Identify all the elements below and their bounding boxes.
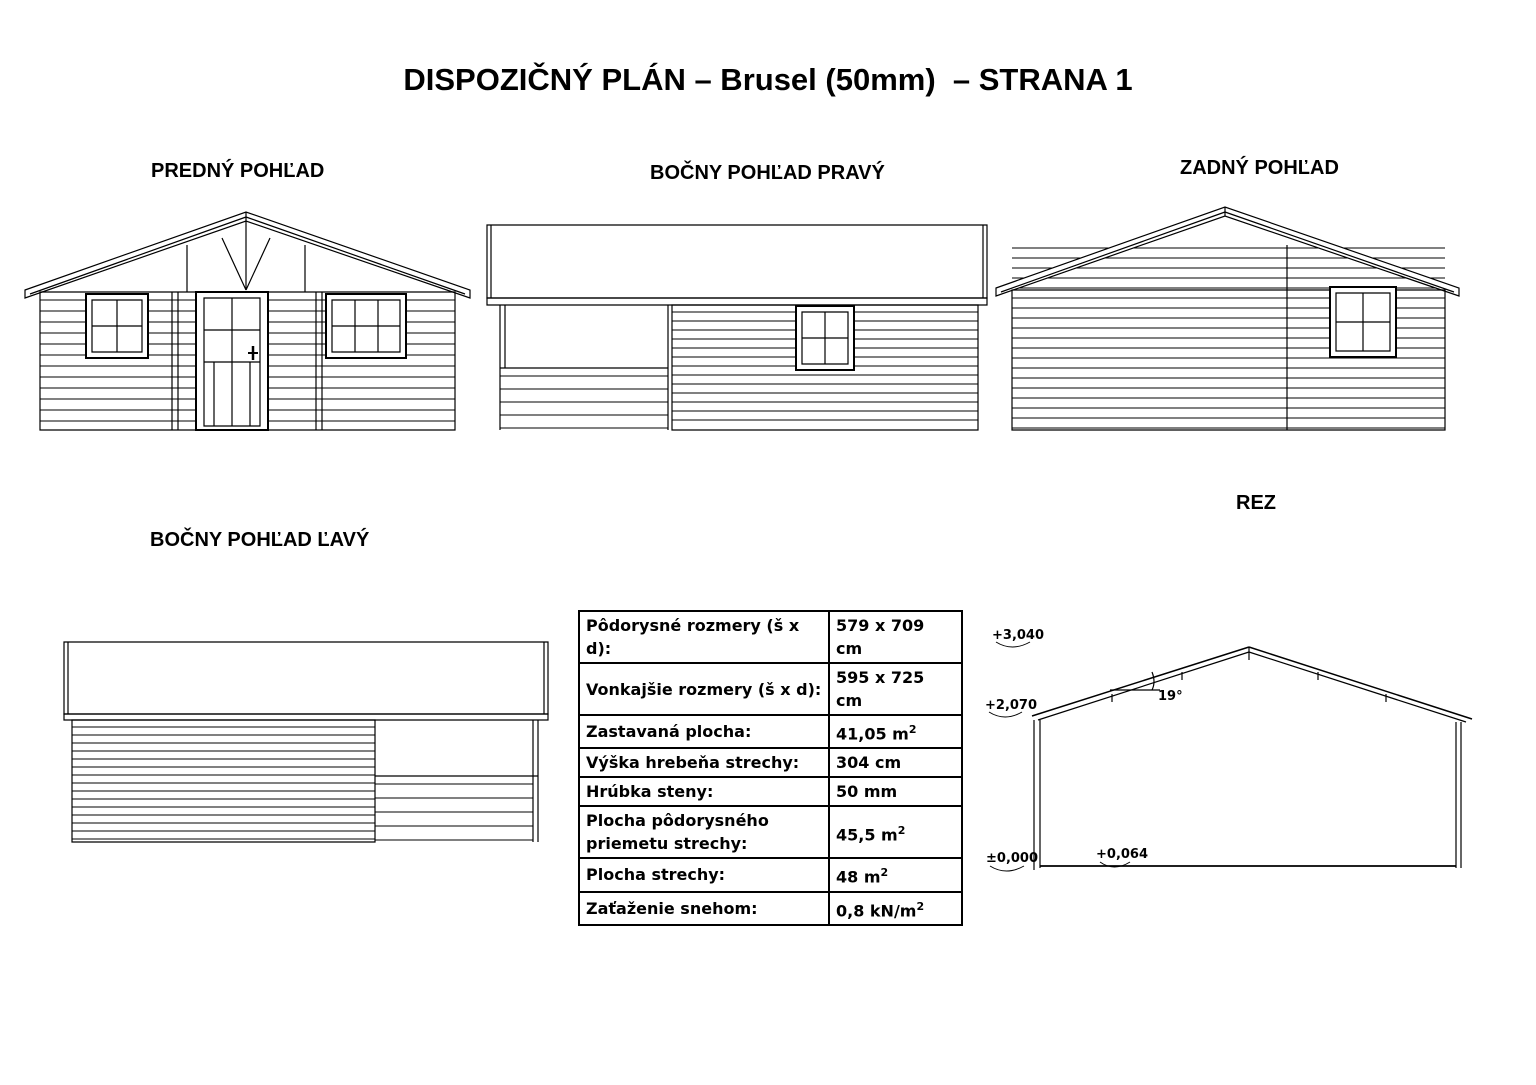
right-side-elevation bbox=[487, 225, 987, 430]
right-side-view-label: BOČNY POHĽAD PRAVÝ bbox=[650, 162, 885, 184]
spec-value: 45,5 $m^2$ bbox=[829, 806, 962, 858]
section-level-markers bbox=[985, 628, 1183, 871]
spec-row bbox=[579, 748, 962, 777]
spec-label: Plocha pôdorysného priemetu strechy: bbox=[579, 806, 829, 858]
right-side-window bbox=[796, 306, 854, 370]
level-ground-label: ±0,000 bbox=[986, 851, 1039, 866]
front-view-label: PREDNÝ POHĽAD bbox=[151, 160, 325, 182]
spec-table bbox=[578, 610, 963, 926]
spec-label: Hrúbka steny: bbox=[579, 777, 829, 806]
spec-label: Pôdorysné rozmery (š x d): bbox=[579, 611, 829, 663]
front-right-window bbox=[326, 294, 406, 358]
front-door bbox=[196, 292, 268, 430]
section-drawing bbox=[1032, 647, 1472, 870]
spec-row bbox=[579, 777, 962, 806]
spec-label: Zaťaženie snehom: bbox=[579, 892, 829, 925]
spec-row bbox=[579, 806, 962, 858]
level-floor-label: +0,064 bbox=[1096, 847, 1149, 862]
spec-row bbox=[579, 611, 962, 663]
front-left-window bbox=[86, 294, 148, 358]
spec-value: 595 x 725 cm bbox=[829, 663, 962, 715]
spec-row bbox=[579, 663, 962, 715]
spec-value: 48 $m^2$ bbox=[829, 858, 962, 891]
page-title: DISPOZIČNÝ PLÁN – Brusel (50mm) – STRANA 1 bbox=[403, 62, 1133, 97]
rear-elevation bbox=[996, 207, 1459, 430]
spec-label: Výška hrebeňa strechy: bbox=[579, 748, 829, 777]
rear-view-label: ZADNÝ POHĽAD bbox=[1180, 157, 1339, 179]
spec-row bbox=[579, 715, 962, 748]
spec-value: 41,05 $m^2$ bbox=[829, 715, 962, 748]
left-side-view-label: BOČNY POHĽAD ĽAVÝ bbox=[150, 529, 370, 551]
spec-label: Zastavaná plocha: bbox=[579, 715, 829, 748]
level-ridge-label: +3,040 bbox=[992, 628, 1045, 643]
section-view-label: REZ bbox=[1236, 492, 1276, 514]
left-side-elevation bbox=[64, 642, 548, 842]
spec-label: Vonkajšie rozmery (š x d): bbox=[579, 663, 829, 715]
spec-value: 50 mm bbox=[829, 777, 962, 806]
roof-angle-label: 19° bbox=[1158, 689, 1183, 704]
front-elevation bbox=[25, 212, 470, 430]
spec-value: 579 x 709 cm bbox=[829, 611, 962, 663]
spec-label: Plocha strechy: bbox=[579, 858, 829, 891]
spec-row bbox=[579, 858, 962, 891]
level-eave-label: +2,070 bbox=[985, 698, 1038, 713]
rear-window bbox=[1330, 287, 1396, 357]
spec-value: 304 cm bbox=[829, 748, 962, 777]
spec-value: 0,8 $kN/m^2$ bbox=[829, 892, 962, 925]
spec-row bbox=[579, 892, 962, 925]
